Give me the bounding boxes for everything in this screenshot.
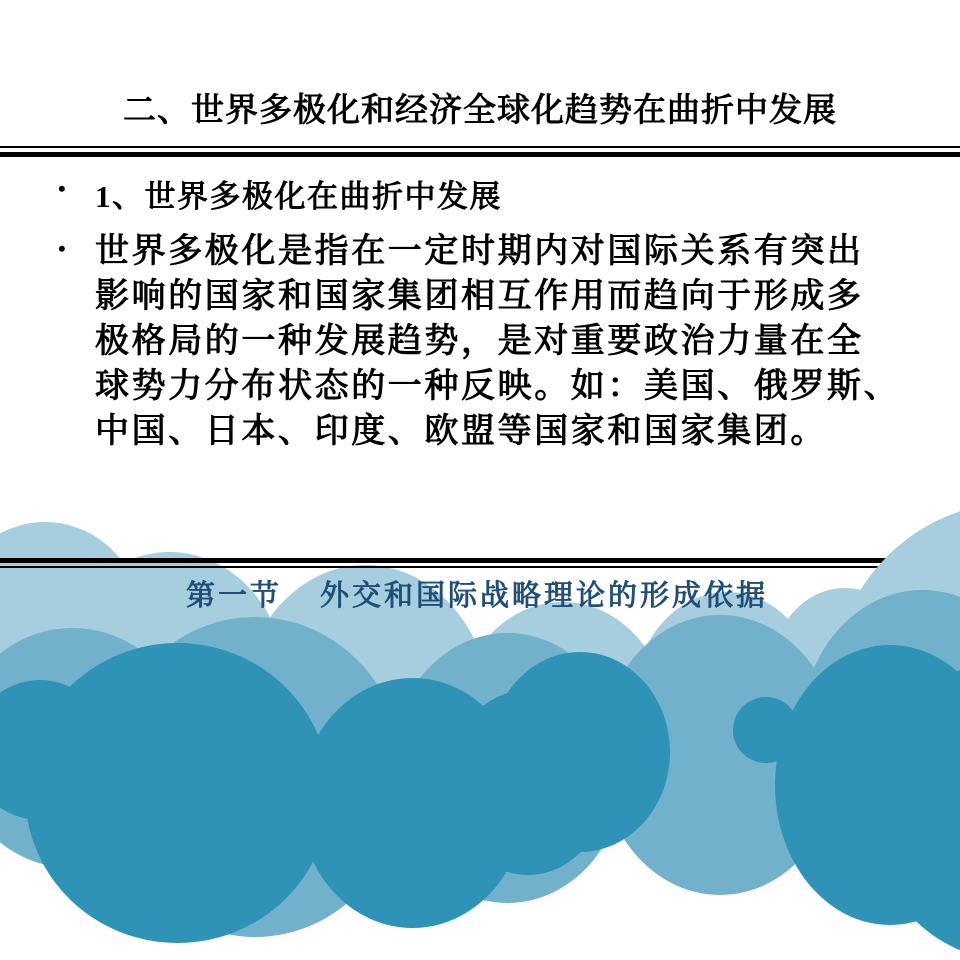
paragraph-line: 中国、日本、印度、欧盟等国家和国家集团。 xyxy=(95,413,827,450)
bullet-marker: • xyxy=(58,236,66,261)
footer-divider-line xyxy=(0,558,960,568)
title-divider-line xyxy=(0,146,960,157)
cloud-bubble xyxy=(490,652,670,852)
bullet-heading: 1、世界多极化在曲折中发展 xyxy=(95,179,502,214)
footer-section-title: 外交和国际战略理论的形成依据 xyxy=(320,580,769,612)
bullet-marker: • xyxy=(58,176,66,201)
paragraph-line: 影响的国家和国家集团相互作用而趋向于形成多 xyxy=(95,278,864,315)
paragraph-line: 球势力分布状态的一种反映。如：美国、俄罗斯、 xyxy=(95,368,901,405)
paragraph-line: 世界多极化是指在一定时期内对国际关系有突出 xyxy=(95,233,864,270)
slide-title: 二、世界多极化和经济全球化趋势在曲折中发展 xyxy=(123,93,837,129)
paragraph-line: 极格局的一种发展趋势，是对重要政治力量在全 xyxy=(95,323,864,360)
footer-section-label: 第一节 xyxy=(186,580,283,612)
footer-section-line xyxy=(186,573,768,614)
cloud-bubble xyxy=(25,643,330,943)
bullet-paragraph xyxy=(95,229,900,454)
